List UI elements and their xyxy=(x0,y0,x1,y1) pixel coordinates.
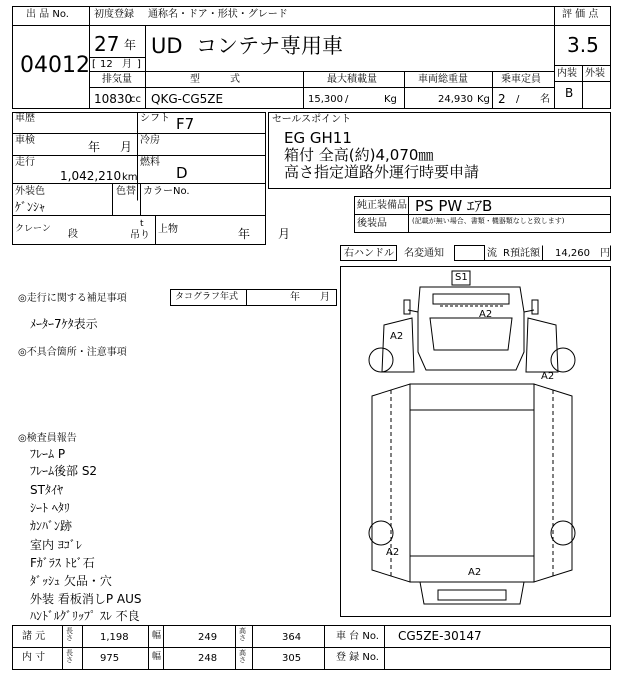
right-handle-option: 右ハンドル xyxy=(344,248,394,259)
reg-month: 12 xyxy=(100,59,113,70)
interior-grade: B xyxy=(565,86,574,100)
inspector-line-8: ﾀﾞｯｼｭ 欠品・穴 xyxy=(30,574,112,588)
diagram-mark-left: A2 xyxy=(390,331,404,342)
inspector-line-5: ｶﾝﾊﾞﾝ跡 xyxy=(30,519,73,533)
recycle-label: 流 xyxy=(487,248,497,259)
max-load-unit: Kg xyxy=(384,94,397,105)
inspector-line-10: ﾊﾝﾄﾞﾙｸﾞﾘｯﾌﾟ ｽﾚ 不良 xyxy=(30,609,140,623)
inspector-line-6: 室内 ﾖｺﾞﾚ xyxy=(30,538,82,552)
exterior-label: 外装 xyxy=(585,68,605,79)
mileage-value: 1,042,210 xyxy=(60,169,122,183)
ac-label: 冷房 xyxy=(140,135,160,146)
aftermarket-label: 後装品 xyxy=(357,218,387,229)
shift-label: シフト xyxy=(140,113,170,124)
max-load-value: 15,300 xyxy=(308,94,343,105)
diagram-mark-s1: S1 xyxy=(455,272,468,283)
outer-height: 364 xyxy=(282,632,302,643)
displacement-label: 排気量 xyxy=(102,74,132,85)
cab-roof xyxy=(433,294,509,304)
inspection-year: 年 xyxy=(88,140,101,154)
color-value: ｹﾞﾝｼｬ xyxy=(15,200,46,214)
reg-month-close: ] xyxy=(137,59,141,70)
recycle-unit: 円 xyxy=(600,248,610,259)
inspector-line-7: Fｶﾞﾗｽ ﾄﾋﾞ石 xyxy=(30,556,95,570)
inspector-line-4: ｼｰﾄ ﾍﾀﾘ xyxy=(30,501,70,515)
upper-year: 年 xyxy=(238,227,251,241)
outer-height-label: 高さ xyxy=(239,627,246,642)
crane-lift-label: 吊り xyxy=(130,230,150,241)
maker-name: UD xyxy=(151,34,183,58)
cab-right-side xyxy=(526,318,558,372)
fuel-label: 燃料 xyxy=(140,157,160,168)
sales-point-line-3: 高さ指定道路外運行時要申請 xyxy=(284,163,480,181)
windshield xyxy=(430,318,512,350)
displacement-value: 10830 xyxy=(94,92,133,106)
inspector-line-3: STﾀｲﾔ xyxy=(30,483,63,497)
capacity-label: 乗車定員 xyxy=(501,74,541,85)
inspection-month: 月 xyxy=(120,140,133,154)
shift-value: F7 xyxy=(176,115,195,133)
capacity-unit: 名 xyxy=(540,94,550,105)
color-change-label: 色替 xyxy=(116,186,136,197)
crane-stage-label: 段 xyxy=(68,229,78,240)
mileage-unit: km xyxy=(122,172,138,183)
inner-width-label: 幅 xyxy=(152,652,162,662)
equipment-label: 純正装備品 xyxy=(357,200,407,211)
color-label: 外装色 xyxy=(15,186,45,197)
supplement-label: ◎走行に関する補足事項 xyxy=(18,293,127,304)
cab-outline xyxy=(418,287,524,370)
grade-label: 評 価 点 xyxy=(562,9,599,20)
fuel-value: D xyxy=(176,164,188,182)
gross-weight-value: 24,930 xyxy=(438,94,473,105)
max-load-label: 最大積載量 xyxy=(327,74,377,85)
outer-dims-label: 諸 元 xyxy=(22,631,46,642)
displacement-unit: cc xyxy=(130,94,141,105)
reg-month-unit: 月 xyxy=(122,59,132,70)
sales-point-line-1: EG GH11 xyxy=(284,129,352,147)
crane-ton-label: t xyxy=(140,219,144,229)
body-type: コンテナ専用車 xyxy=(196,34,343,58)
wheel-rear-right xyxy=(551,521,575,545)
color-code-label: カラーNo. xyxy=(143,186,190,197)
outer-width: 249 xyxy=(198,632,218,643)
inner-dims-label: 内 寸 xyxy=(22,652,46,663)
max-load-slash: / xyxy=(345,94,349,105)
tachograph-label: タコグラフ年式 xyxy=(175,292,239,302)
inner-width: 248 xyxy=(198,653,218,664)
name-change-label: 名変通知 xyxy=(404,248,444,259)
crane-label: クレーン xyxy=(15,224,51,234)
recycle-deposit-value: 14,260 xyxy=(555,248,590,259)
gross-weight-unit: Kg xyxy=(477,94,490,105)
equipment-value: PS PW ｴｱB xyxy=(415,197,493,215)
gross-weight-label: 車両総重量 xyxy=(418,74,468,85)
overall-grade: 3.5 xyxy=(567,33,599,57)
reg-number-label: 登 録 No. xyxy=(336,652,379,663)
wheel-front-right xyxy=(551,348,575,372)
right-mirror xyxy=(532,300,538,314)
sales-point-label: セールスポイント xyxy=(272,114,352,125)
inner-height: 305 xyxy=(282,653,302,664)
type-label: 型 式 xyxy=(190,74,240,85)
outer-length: 1,198 xyxy=(100,632,129,643)
upper-month: 月 xyxy=(278,227,291,241)
mileage-label: 走行 xyxy=(15,157,35,168)
model-code: QKG-CG5ZE xyxy=(151,92,224,106)
upper-label: 上物 xyxy=(158,224,178,235)
inspection-label: 車検 xyxy=(15,135,35,146)
inspector-label: ◎検査員報告 xyxy=(18,433,77,444)
sales-point-line-2: 箱付 全高(約)4,070㎜ xyxy=(284,146,434,164)
chassis-number: CG5ZE-30147 xyxy=(398,629,482,643)
capacity-slash: / xyxy=(516,94,520,105)
outer-width-label: 幅 xyxy=(152,631,162,641)
container-box-top xyxy=(410,384,534,582)
inspector-line-1: ﾌﾚｰﾑ P xyxy=(30,447,66,461)
cab-left-side xyxy=(382,318,414,372)
first-reg-label: 初度登録 xyxy=(94,9,134,20)
capacity-value: 2 xyxy=(498,92,506,106)
left-mirror xyxy=(404,300,410,314)
history-label: 車歴 xyxy=(15,113,35,124)
reg-month-open: [ xyxy=(92,59,96,70)
aftermarket-note: (記載が無い場合、書類・機器類なしと致します) xyxy=(412,217,565,225)
diagram-mark-rear: A2 xyxy=(468,567,482,578)
reg-year: 27 xyxy=(94,32,120,56)
diagram-mark-right: A2 xyxy=(541,371,555,382)
inspector-line-9: 外装 看板消しP AUS xyxy=(30,592,142,606)
model-label: 通称名・ドア・形状・グレード xyxy=(148,9,288,20)
wheel-front-left xyxy=(369,348,393,372)
lot-number: 04012 xyxy=(20,53,90,78)
outer-length-label: 長さ xyxy=(66,627,73,642)
inner-height-label: 高さ xyxy=(239,649,246,664)
chassis-label: 車 台 No. xyxy=(336,631,379,642)
defects-label: ◎不具合箇所・注意事項 xyxy=(18,347,127,358)
diagram-mark-rear-left: A2 xyxy=(386,547,400,558)
diagram-mark-front: A2 xyxy=(479,309,493,320)
tacho-year: 年 xyxy=(290,292,300,303)
recycle-deposit-label: R預託額 xyxy=(503,248,540,259)
inspector-line-2: ﾌﾚｰﾑ後部 S2 xyxy=(30,464,98,478)
container-rear xyxy=(420,582,524,604)
inner-length: 975 xyxy=(100,653,120,664)
reg-year-unit: 年 xyxy=(124,38,137,52)
tacho-month: 月 xyxy=(320,292,330,303)
supplement-text: ﾒｰﾀｰ7ｹﾀ表示 xyxy=(30,317,98,331)
lot-label: 出 品 No. xyxy=(26,9,69,20)
inner-length-label: 長さ xyxy=(66,649,73,664)
interior-label: 内装 xyxy=(557,68,577,79)
wheel-rear-left xyxy=(369,521,393,545)
